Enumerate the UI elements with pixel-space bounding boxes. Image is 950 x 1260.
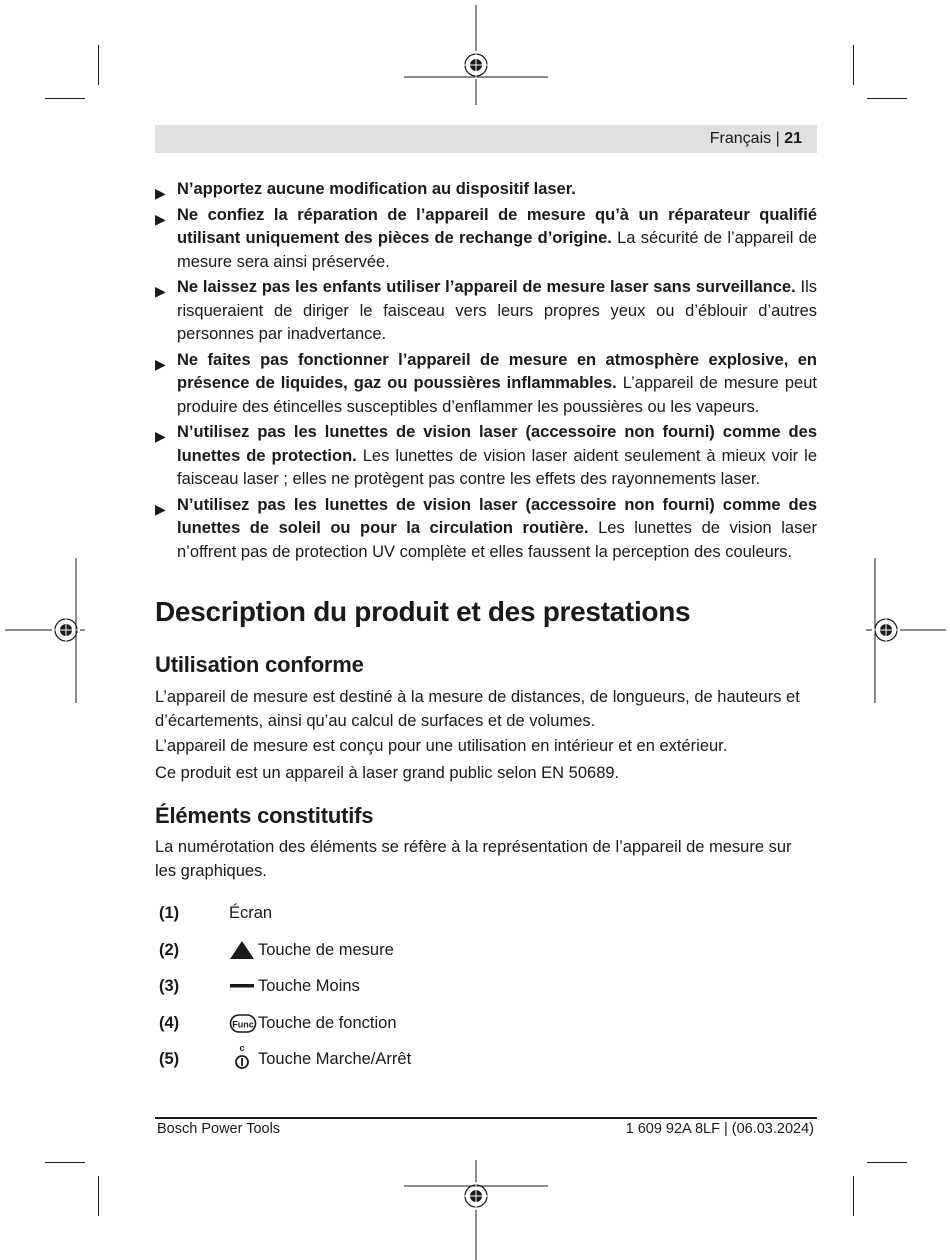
component-label: Touche de mesure xyxy=(258,941,394,959)
bullet-triangle-icon: ▶ xyxy=(155,210,166,227)
bullet-triangle-icon: ▶ xyxy=(155,500,166,517)
component-number: (3) xyxy=(159,977,180,995)
bullet-text: Les lunettes de vision laser aident seulement à mieux voir le faisceau laser ; elles ne protègent pas contre les effets des rayonnements laser. xyxy=(177,446,818,488)
power-icon xyxy=(229,1043,255,1071)
section-title: Description du produit et des prestations xyxy=(155,596,691,627)
bullet-bold-text: N’utilisez pas les lunettes de vision laser (accessoire non fourni) comme des lunettes de soleil ou pour la circulation routière. xyxy=(177,495,817,537)
component-number: (5) xyxy=(159,1050,180,1068)
safety-instructions-list xyxy=(155,178,817,566)
component-item xyxy=(155,1043,755,1071)
bullet-triangle-icon: ▶ xyxy=(155,428,166,444)
bullet-bold-text: N’utilisez pas les lunettes de vision laser (accessoire non fourni) comme des lunettes de protection. xyxy=(177,423,817,465)
list-item xyxy=(155,204,817,275)
component-number: (2) xyxy=(159,941,180,959)
component-number: (4) xyxy=(159,1014,180,1032)
header-language: Français xyxy=(709,130,772,147)
crop-mark xyxy=(853,1176,854,1216)
footer-divider xyxy=(155,1117,817,1119)
intended-use-paragraph: L’appareil de mesure est destiné à la mesure de distances, de longueurs, de hauteurs et d’écartements, ainsi qu’au calcul de surfaces et de volumes. xyxy=(155,688,800,730)
bullet-bold-text: Ne confiez la réparation de l’appareil de mesure qu’à un réparateur qualifié utilisant uniquement des pièces de rechange d’origine. xyxy=(177,205,817,247)
footer-doc-code: 1 609 92A 8LF | (06.03.2024) xyxy=(625,1121,814,1137)
crop-mark xyxy=(45,98,85,99)
crop-mark xyxy=(45,1162,85,1163)
list-item xyxy=(155,276,817,347)
bullet-triangle-icon: ▶ xyxy=(155,185,166,201)
footer-brand: Bosch Power Tools xyxy=(157,1121,281,1137)
component-item xyxy=(155,974,755,998)
component-label: Touche Moins xyxy=(258,977,360,995)
component-item xyxy=(155,1011,755,1035)
component-label: Touche Marche/Arrêt xyxy=(258,1050,412,1068)
bullet-text: Les lunettes de vision laser n’offrent pas de protection UV complète et elles faussent la perception des couleurs. xyxy=(177,519,817,561)
bullet-text: La sécurité de l’appareil de mesure sera ainsi préservée. xyxy=(177,229,817,271)
bullet-triangle-icon: ▶ xyxy=(155,355,166,372)
component-item xyxy=(155,901,755,925)
bullet-triangle-icon: ▶ xyxy=(155,283,166,299)
bullet-bold-text: N’apportez aucune modification au dispositif laser. xyxy=(177,180,576,198)
registration-mark-icon xyxy=(866,558,946,703)
header-separator: | xyxy=(775,130,780,147)
registration-mark-icon xyxy=(400,5,550,105)
bullet-bold-text: Ne faites pas fonctionner l’appareil de mesure en atmosphère explosive, en présence de liquides, gaz ou poussières inflammables. xyxy=(177,350,817,392)
bullet-text: L’appareil de mesure peut produire des étincelles susceptibles d’enflammer les poussières ou les vapeurs. xyxy=(177,374,817,416)
crop-mark xyxy=(98,1176,99,1216)
intended-use-title: Utilisation conforme xyxy=(155,652,364,677)
list-item xyxy=(155,494,817,565)
crop-mark xyxy=(98,45,99,85)
func-icon-text: Func xyxy=(232,1019,254,1030)
page-header xyxy=(155,125,817,153)
crop-mark xyxy=(867,1162,907,1163)
components-title: Éléments constitutifs xyxy=(155,803,374,828)
list-item xyxy=(155,178,817,202)
header-text xyxy=(710,130,802,148)
minus-icon xyxy=(229,976,255,996)
component-number: (1) xyxy=(159,904,180,922)
component-label: Touche de fonction xyxy=(258,1014,397,1032)
bullet-text: Ils risqueraient de diriger le faisceau vers leurs propres yeux ou d’éblouir d’autres personnes par inadvertance. xyxy=(177,278,817,343)
page-number: 21 xyxy=(784,130,802,147)
bullet-bold-text: Ne laissez pas les enfants utiliser l’appareil de mesure laser sans surveillance. xyxy=(177,278,796,296)
list-item xyxy=(155,349,817,420)
intended-use-paragraph: Ce produit est un appareil à laser grand public selon EN 50689. xyxy=(155,764,620,782)
component-item xyxy=(155,938,755,962)
component-label: Écran xyxy=(229,904,273,922)
func-icon xyxy=(229,1013,257,1035)
power-icon-text: c xyxy=(239,1043,245,1053)
triangle-icon xyxy=(229,940,255,960)
crop-mark xyxy=(867,98,907,99)
registration-mark-icon xyxy=(400,1160,550,1260)
list-item xyxy=(155,421,817,492)
registration-mark-icon xyxy=(5,558,85,703)
crop-mark xyxy=(853,45,854,85)
intended-use-paragraph: L’appareil de mesure est conçu pour une utilisation en intérieur et en extérieur. xyxy=(155,737,728,755)
components-intro: La numérotation des éléments se réfère à la représentation de l’appareil de mesure sur les graphiques. xyxy=(155,838,792,880)
